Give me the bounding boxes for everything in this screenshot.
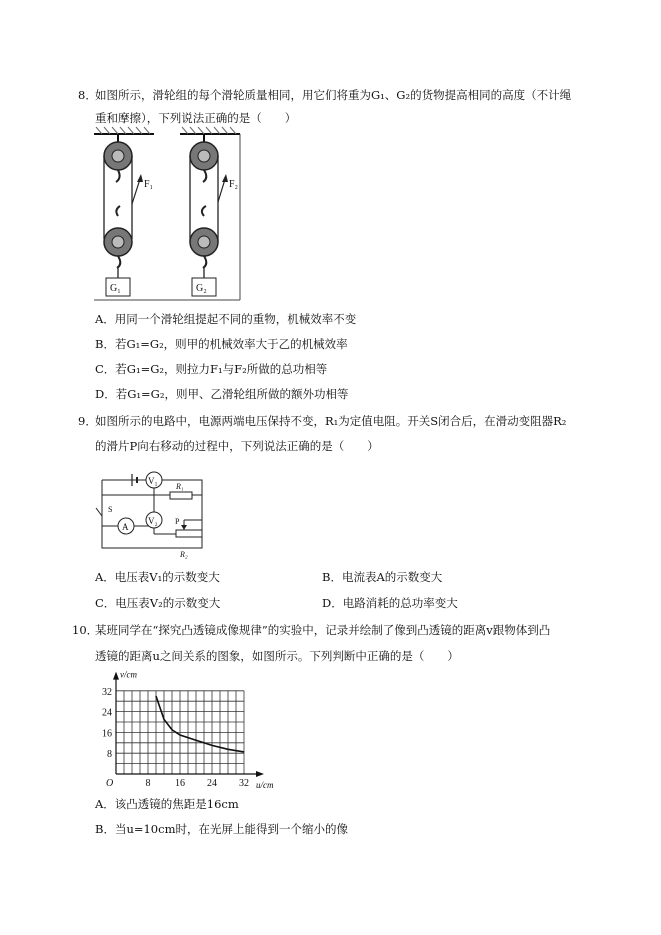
label-s: S — [108, 505, 113, 514]
q9-stem-line1: 如图所示的电路中，电源两端电压保持不变，R₁为定值电阻。开关S闭合后，在滑动变阻器R₂ — [95, 414, 567, 428]
label-p: P — [175, 517, 180, 526]
x-axis-arrow — [256, 771, 264, 777]
q10-stem-line1: 某班同学在“探究凸透镜成像规律”的实验中，记录并绘制了像到凸透镜的距离v跟物体到凸 — [95, 623, 551, 637]
label-v1: V₁ — [148, 476, 158, 486]
x-axis-label: u/cm — [256, 780, 274, 790]
label-r2: R₂ — [180, 550, 188, 559]
x-tick-label: 24 — [207, 778, 217, 789]
y-tick-label: 24 — [102, 707, 112, 719]
q8-option-b: B．若G₁=G₂，则甲的机械效率大于乙的机械效率 — [95, 337, 348, 351]
x-tick-label: 16 — [175, 778, 185, 789]
x-tick-label: 32 — [239, 778, 249, 789]
q9-option-d: D．电路消耗的总功率变大 — [322, 596, 458, 610]
q8-option-d: D．若G₁=G₂，则甲、乙滑轮组所做的额外功相等 — [95, 387, 349, 401]
series-curve — [156, 696, 244, 752]
y-axis-label: v/cm — [120, 669, 137, 680]
y-tick-label: 32 — [102, 686, 112, 698]
q9-option-b: B．电流表A的示数变大 — [322, 570, 443, 584]
label-v2: V₂ — [148, 516, 158, 526]
label-r1: R₁ — [176, 482, 184, 491]
pulley-figure — [88, 124, 248, 304]
label-a: A — [122, 522, 129, 532]
q8-number: 8． — [78, 88, 97, 102]
q8-option-a: A．用同一个滑轮组提起不同的重物，机械效率不变 — [95, 312, 357, 326]
label-f1: F₁ — [144, 179, 154, 190]
q8-option-c: C．若G₁=G₂，则拉力F₁与F₂所做的总功相等 — [95, 362, 328, 376]
x-tick-label: 8 — [145, 778, 151, 789]
origin-label: O — [106, 778, 114, 789]
q8-stem-line1: 如图所示，滑轮组的每个滑轮质量相同，用它们将重为G₁、G₂的货物提高相同的高度（不计绳 — [95, 88, 572, 102]
q9-stem-line2: 的滑片P向右移动的过程中，下列说法正确的是（ ） — [95, 439, 379, 453]
y-axis-arrow — [113, 672, 119, 680]
label-f2: F₂ — [229, 179, 239, 190]
q10-option-b: B．当u=10cm时，在光屏上能得到一个缩小的像 — [95, 822, 348, 836]
q8-stem-line2: 重和摩擦），下列说法正确的是（ ） — [95, 111, 297, 125]
y-tick-label: 16 — [102, 728, 112, 740]
label-g2: G₂ — [196, 283, 207, 294]
circuit-figure — [92, 468, 212, 560]
label-g1: G₁ — [110, 283, 121, 294]
q9-option-a: A．电压表V₁的示数变大 — [95, 570, 220, 584]
q9-option-c: C．电压表V₂的示数变大 — [95, 596, 221, 610]
q10-stem-line2: 透镜的距离u之间关系的图象，如图所示。下列判断中正确的是（ ） — [95, 649, 459, 663]
q10-number: 10． — [72, 623, 99, 637]
q10-option-a: A．该凸透镜的焦距是16cm — [95, 797, 239, 811]
q9-number: 9． — [78, 414, 97, 428]
y-tick-label: 8 — [107, 749, 112, 761]
v-u-chart — [86, 670, 286, 790]
